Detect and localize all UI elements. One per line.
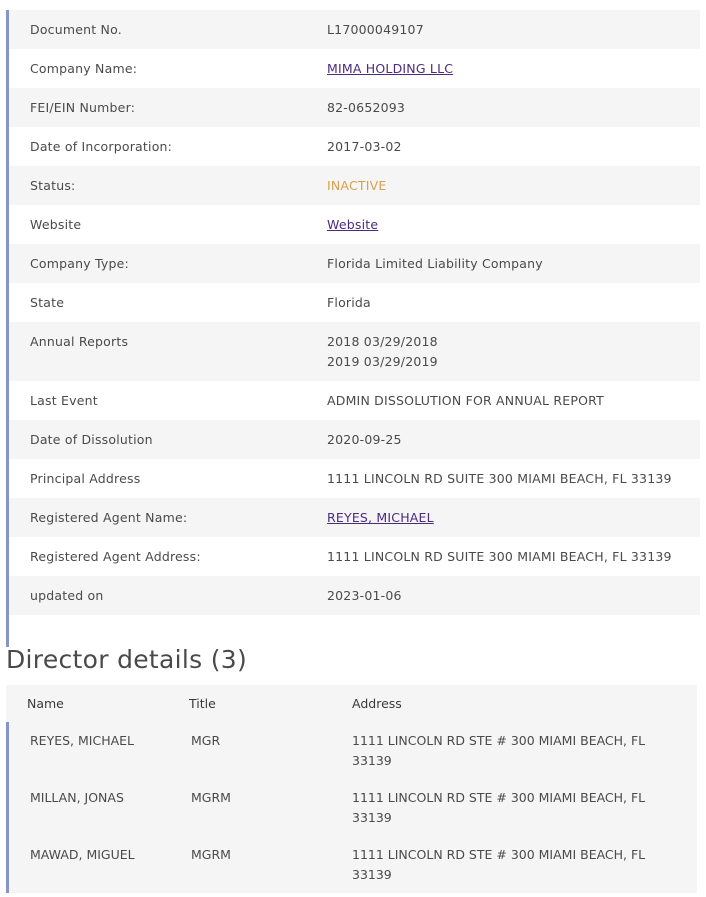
director-name: MILLAN, JONAS: [30, 790, 124, 805]
company-name-link[interactable]: MIMA HOLDING LLC: [327, 61, 454, 76]
detail-label: Registered Agent Name:: [30, 510, 188, 525]
detail-value: ADMIN DISSOLUTION FOR ANNUAL REPORT: [327, 393, 604, 408]
detail-value: 2017-03-02: [327, 139, 402, 154]
detail-row-fei-ein: [9, 88, 700, 127]
director-address: 1111 LINCOLN RD STE # 300 MIAMI BEACH, FL 33139: [352, 847, 646, 882]
detail-label: Date of Incorporation:: [30, 139, 173, 154]
director-name: REYES, MICHAEL: [30, 733, 135, 748]
director-name: MAWAD, MIGUEL: [30, 847, 135, 862]
detail-value: L17000049107: [327, 22, 424, 37]
detail-value: 2023-01-06: [327, 588, 402, 603]
company-details: [6, 10, 700, 647]
director-details-heading: Director details (3): [6, 645, 248, 674]
detail-value: Florida Limited Liability Company: [327, 256, 543, 271]
detail-label: Website: [30, 217, 82, 232]
detail-label: Annual Reports: [30, 334, 129, 349]
detail-value: 1111 LINCOLN RD SUITE 300 MIAMI BEACH, FL 33139: [327, 549, 672, 564]
director-address: 1111 LINCOLN RD STE # 300 MIAMI BEACH, FL 33139: [352, 733, 646, 768]
annual-report-item: 2019 03/29/2019: [327, 354, 438, 369]
detail-row-incorporation-date: [9, 127, 700, 166]
director-address: 1111 LINCOLN RD STE # 300 MIAMI BEACH, FL 33139: [352, 790, 646, 825]
detail-label: Status:: [30, 178, 76, 193]
detail-value: 2020-09-25: [327, 432, 402, 447]
director-title: MGR: [191, 733, 221, 748]
detail-row-website: [9, 205, 700, 244]
directors-table-body: [6, 722, 697, 893]
website-link[interactable]: Website: [327, 217, 379, 232]
detail-row-updated-on: [9, 576, 700, 615]
status-badge: INACTIVE: [327, 178, 387, 193]
detail-label: Company Name:: [30, 61, 138, 76]
detail-row-company-name: [9, 49, 700, 88]
director-title: MGRM: [191, 847, 231, 862]
detail-label: Principal Address: [30, 471, 141, 486]
detail-value: [327, 332, 700, 372]
table-row: [9, 722, 697, 779]
column-header-name: Name: [27, 696, 64, 711]
detail-label: FEI/EIN Number:: [30, 100, 136, 115]
detail-label: Last Event: [30, 393, 98, 408]
directors-table-header: [6, 685, 697, 722]
table-row: [9, 779, 697, 836]
director-title: MGRM: [191, 790, 231, 805]
detail-label: Registered Agent Address:: [30, 549, 201, 564]
column-header-title: Title: [189, 696, 216, 711]
detail-label: Document No.: [30, 22, 122, 37]
detail-row-company-type: [9, 244, 700, 283]
directors-table: [6, 685, 697, 893]
detail-row-status: [9, 166, 700, 205]
detail-row-last-event: [9, 381, 700, 420]
detail-label: updated on: [30, 588, 104, 603]
detail-row-annual-reports: [9, 322, 700, 381]
column-header-address: Address: [352, 696, 402, 711]
detail-row-state: [9, 283, 700, 322]
detail-row-agent-name: [9, 498, 700, 537]
detail-value: 82-0652093: [327, 100, 406, 115]
annual-report-item: 2018 03/29/2018: [327, 334, 438, 349]
detail-row-principal-address: [9, 459, 700, 498]
detail-row-agent-address: [9, 537, 700, 576]
detail-value: Florida: [327, 295, 371, 310]
detail-label: State: [30, 295, 65, 310]
detail-label: Date of Dissolution: [30, 432, 153, 447]
detail-row-document-no: [9, 10, 700, 49]
detail-value: 1111 LINCOLN RD SUITE 300 MIAMI BEACH, FL 33139: [327, 471, 672, 486]
detail-row-dissolution-date: [9, 420, 700, 459]
detail-label: Company Type:: [30, 256, 129, 271]
registered-agent-link[interactable]: REYES, MICHAEL: [327, 510, 434, 525]
table-row: [9, 836, 697, 893]
